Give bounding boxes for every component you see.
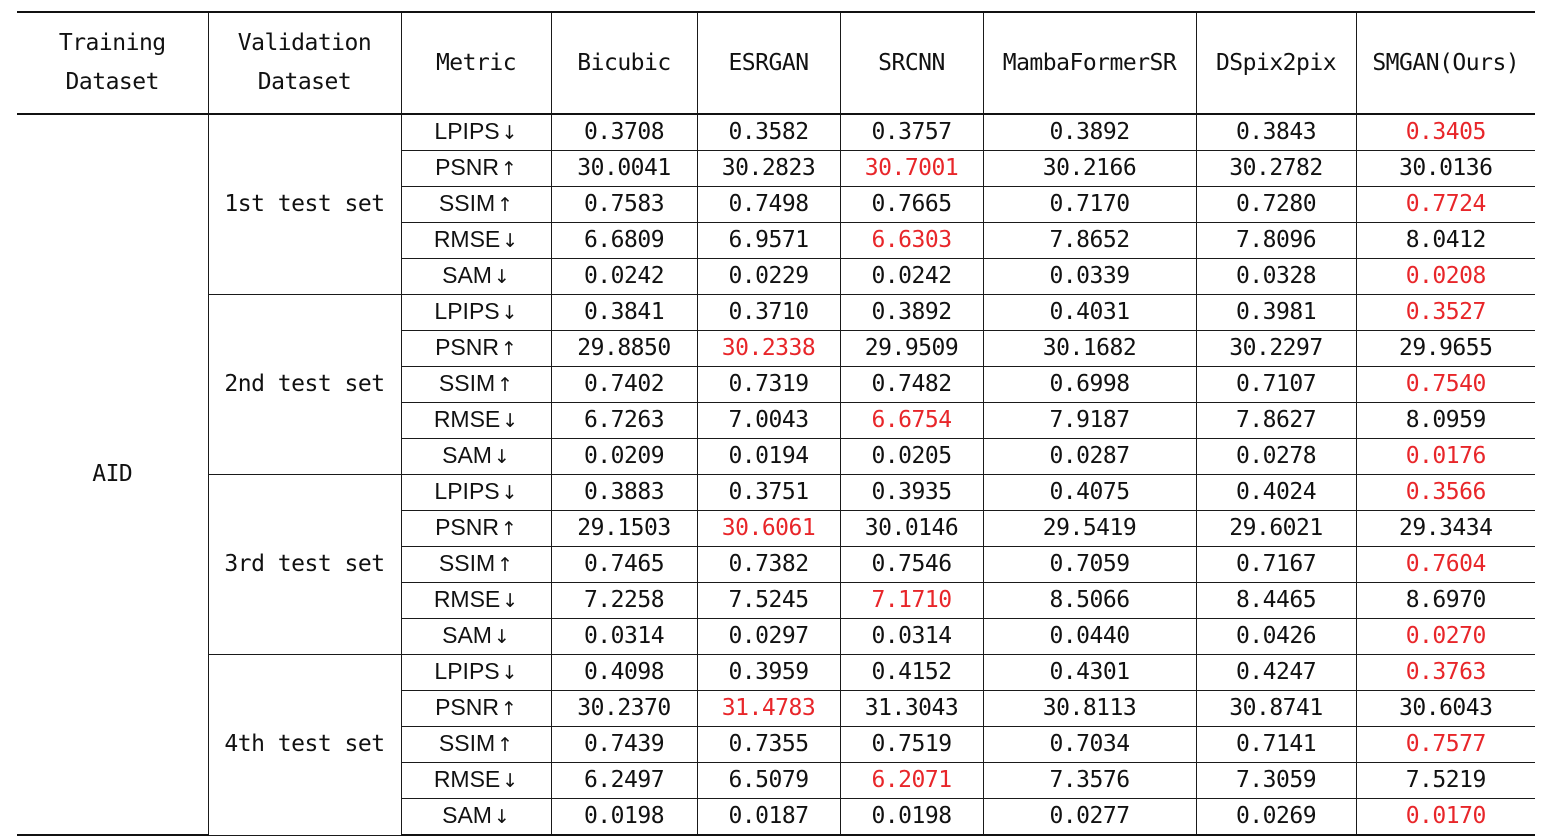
value-cell: 0.0269: [1196, 799, 1356, 836]
value-cell: 0.0242: [551, 259, 697, 295]
value-cell: 0.4075: [983, 475, 1196, 511]
metric-cell: [401, 151, 551, 187]
metric-name: LPIPS: [434, 118, 500, 144]
metric-cell: [401, 439, 551, 475]
validation-dataset-cell: 3rd test set: [208, 475, 401, 655]
value-cell: 0.7439: [551, 727, 697, 763]
header-method-srcnn: SRCNN: [840, 12, 983, 114]
arrow-down-icon: ↓: [502, 770, 519, 792]
value-cell: 7.3059: [1196, 763, 1356, 799]
validation-dataset-cell: 4th test set: [208, 655, 401, 836]
metric-name: LPIPS: [434, 658, 500, 684]
value-cell: 0.6998: [983, 367, 1196, 403]
value-cell: 6.5079: [697, 763, 840, 799]
metric-name: RMSE: [433, 766, 501, 792]
value-cell: 0.0426: [1196, 619, 1356, 655]
value-cell-best: 0.3763: [1356, 655, 1535, 691]
arrow-down-icon: ↓: [493, 626, 510, 648]
value-cell: 0.0205: [840, 439, 983, 475]
value-cell: 0.4152: [840, 655, 983, 691]
value-cell: 0.0328: [1196, 259, 1356, 295]
value-cell: 0.0198: [551, 799, 697, 836]
value-cell: 8.0412: [1356, 223, 1535, 259]
value-cell: 30.8113: [983, 691, 1196, 727]
value-cell: 30.0041: [551, 151, 697, 187]
value-cell: 0.0194: [697, 439, 840, 475]
value-cell: 30.2297: [1196, 331, 1356, 367]
value-cell-best: 0.0176: [1356, 439, 1535, 475]
arrow-down-icon: ↓: [501, 482, 518, 504]
value-cell: 0.7141: [1196, 727, 1356, 763]
value-cell: 0.0229: [697, 259, 840, 295]
value-cell: 0.7519: [840, 727, 983, 763]
metric-name: SSIM: [438, 190, 496, 216]
header-training-dataset: [17, 12, 208, 114]
value-cell: 0.4247: [1196, 655, 1356, 691]
metric-name: LPIPS: [434, 298, 500, 324]
metric-cell: [401, 367, 551, 403]
value-cell: 6.2497: [551, 763, 697, 799]
value-cell: 0.3959: [697, 655, 840, 691]
value-cell: 0.0278: [1196, 439, 1356, 475]
value-cell-best: 0.0208: [1356, 259, 1535, 295]
metric-cell: [401, 619, 551, 655]
arrow-up-icon: ↑: [500, 698, 517, 720]
value-cell: 0.3582: [697, 114, 840, 151]
value-cell: 0.0198: [840, 799, 983, 836]
metric-name: PSNR: [435, 334, 499, 360]
metric-name: RMSE: [433, 586, 501, 612]
value-cell: 0.4098: [551, 655, 697, 691]
header-method-mambaformersr: MambaFormerSR: [983, 12, 1196, 114]
metric-name: PSNR: [435, 154, 499, 180]
value-cell: 0.3710: [697, 295, 840, 331]
metric-cell: [401, 727, 551, 763]
metric-cell: [401, 331, 551, 367]
value-cell-best: 0.3566: [1356, 475, 1535, 511]
metric-cell: [401, 403, 551, 439]
value-cell-best: 0.7604: [1356, 547, 1535, 583]
header-method-bicubic: Bicubic: [551, 12, 697, 114]
metric-cell: [401, 763, 551, 799]
value-cell-best: 0.7577: [1356, 727, 1535, 763]
value-cell: 8.4465: [1196, 583, 1356, 619]
value-cell: 0.7319: [697, 367, 840, 403]
value-cell: 0.3883: [551, 475, 697, 511]
value-cell: 0.4301: [983, 655, 1196, 691]
table-row: [17, 114, 1535, 151]
value-cell: 30.2823: [697, 151, 840, 187]
arrow-up-icon: ↑: [497, 374, 514, 396]
value-cell: 30.1682: [983, 331, 1196, 367]
value-cell: 29.1503: [551, 511, 697, 547]
value-cell: 30.6043: [1356, 691, 1535, 727]
value-cell: 7.3576: [983, 763, 1196, 799]
value-cell: 0.3841: [551, 295, 697, 331]
metric-cell: [401, 799, 551, 836]
metric-cell: [401, 691, 551, 727]
value-cell: 0.7498: [697, 187, 840, 223]
value-cell: 0.7280: [1196, 187, 1356, 223]
value-cell: 6.6809: [551, 223, 697, 259]
value-cell: 0.7482: [840, 367, 983, 403]
header-validation-dataset: [208, 12, 401, 114]
value-cell: 0.3935: [840, 475, 983, 511]
value-cell: 0.0287: [983, 439, 1196, 475]
value-cell: 0.7170: [983, 187, 1196, 223]
metric-name: SAM: [442, 622, 492, 648]
value-cell: 7.8096: [1196, 223, 1356, 259]
value-cell: 29.6021: [1196, 511, 1356, 547]
value-cell: 7.8627: [1196, 403, 1356, 439]
metric-name: PSNR: [435, 514, 499, 540]
value-cell: 7.2258: [551, 583, 697, 619]
metric-cell: [401, 187, 551, 223]
value-cell: 0.3708: [551, 114, 697, 151]
metric-cell: [401, 223, 551, 259]
metric-name: SAM: [442, 442, 492, 468]
value-cell: 0.7059: [983, 547, 1196, 583]
header-method-dspix2pix: DSpix2pix: [1196, 12, 1356, 114]
header-method-esrgan: ESRGAN: [697, 12, 840, 114]
value-cell: 0.0314: [551, 619, 697, 655]
value-cell: 0.7583: [551, 187, 697, 223]
value-cell: 0.7665: [840, 187, 983, 223]
value-cell-best: 7.1710: [840, 583, 983, 619]
training-dataset-cell: AID: [17, 114, 208, 835]
metric-cell: [401, 511, 551, 547]
metric-cell: [401, 259, 551, 295]
value-cell: 29.9655: [1356, 331, 1535, 367]
value-cell: 0.0314: [840, 619, 983, 655]
metric-name: PSNR: [435, 694, 499, 720]
value-cell: 0.7107: [1196, 367, 1356, 403]
value-cell: 0.0209: [551, 439, 697, 475]
header-metric: Metric: [401, 12, 551, 114]
value-cell: 0.7465: [551, 547, 697, 583]
value-cell: 0.7382: [697, 547, 840, 583]
arrow-up-icon: ↑: [500, 338, 517, 360]
arrow-up-icon: ↑: [497, 734, 514, 756]
value-cell-best: 6.6303: [840, 223, 983, 259]
value-cell: 0.0277: [983, 799, 1196, 836]
value-cell-best: 30.2338: [697, 331, 840, 367]
metric-name: SAM: [442, 802, 492, 828]
value-cell: 30.0146: [840, 511, 983, 547]
value-cell: 0.7034: [983, 727, 1196, 763]
value-cell: 31.3043: [840, 691, 983, 727]
header-training-dataset-line-1: Training: [58, 30, 166, 56]
arrow-up-icon: ↑: [500, 158, 517, 180]
arrow-up-icon: ↑: [500, 518, 517, 540]
metric-cell: [401, 295, 551, 331]
table-row: [17, 655, 1535, 691]
value-cell: 0.3843: [1196, 114, 1356, 151]
value-cell: 0.0339: [983, 259, 1196, 295]
table-body: [17, 114, 1535, 835]
value-cell: 29.9509: [840, 331, 983, 367]
value-cell-best: 0.0270: [1356, 619, 1535, 655]
value-cell: 0.3892: [983, 114, 1196, 151]
value-cell: 30.8741: [1196, 691, 1356, 727]
value-cell-best: 30.7001: [840, 151, 983, 187]
value-cell: 0.3751: [697, 475, 840, 511]
value-cell: 29.8850: [551, 331, 697, 367]
value-cell: 0.3981: [1196, 295, 1356, 331]
value-cell-best: 6.2071: [840, 763, 983, 799]
value-cell: 7.0043: [697, 403, 840, 439]
value-cell-best: 0.7724: [1356, 187, 1535, 223]
value-cell: 7.5219: [1356, 763, 1535, 799]
table-header: [17, 12, 1535, 114]
metric-name: SSIM: [438, 550, 496, 576]
value-cell: 0.0187: [697, 799, 840, 836]
arrow-down-icon: ↓: [502, 410, 519, 432]
results-table: [17, 11, 1535, 836]
value-cell: 29.3434: [1356, 511, 1535, 547]
value-cell: 30.0136: [1356, 151, 1535, 187]
value-cell: 0.0242: [840, 259, 983, 295]
value-cell: 0.0440: [983, 619, 1196, 655]
metric-cell: [401, 655, 551, 691]
metric-name: RMSE: [433, 226, 501, 252]
metric-cell: [401, 583, 551, 619]
value-cell-best: 0.7540: [1356, 367, 1535, 403]
value-cell: 0.7402: [551, 367, 697, 403]
value-cell: 6.7263: [551, 403, 697, 439]
value-cell-best: 0.0170: [1356, 799, 1535, 836]
value-cell: 6.9571: [697, 223, 840, 259]
value-cell: 0.4031: [983, 295, 1196, 331]
validation-dataset-cell: 1st test set: [208, 114, 401, 295]
arrow-down-icon: ↓: [493, 446, 510, 468]
metric-name: SAM: [442, 262, 492, 288]
metric-name: LPIPS: [434, 478, 500, 504]
value-cell: 0.7546: [840, 547, 983, 583]
value-cell: 7.9187: [983, 403, 1196, 439]
arrow-down-icon: ↓: [493, 806, 510, 828]
value-cell-best: 30.6061: [697, 511, 840, 547]
value-cell: 0.4024: [1196, 475, 1356, 511]
value-cell: 8.6970: [1356, 583, 1535, 619]
value-cell: 30.2370: [551, 691, 697, 727]
value-cell: 0.0297: [697, 619, 840, 655]
arrow-down-icon: ↓: [501, 662, 518, 684]
value-cell: 0.3892: [840, 295, 983, 331]
value-cell: 7.5245: [697, 583, 840, 619]
value-cell-best: 6.6754: [840, 403, 983, 439]
value-cell: 0.7167: [1196, 547, 1356, 583]
metric-cell: [401, 114, 551, 151]
value-cell: 30.2782: [1196, 151, 1356, 187]
arrow-down-icon: ↓: [502, 230, 519, 252]
metric-name: RMSE: [433, 406, 501, 432]
value-cell-best: 0.3405: [1356, 114, 1535, 151]
header-row: [17, 12, 1535, 114]
arrow-down-icon: ↓: [501, 302, 518, 324]
value-cell-best: 0.3527: [1356, 295, 1535, 331]
value-cell: 0.7355: [697, 727, 840, 763]
value-cell: 8.0959: [1356, 403, 1535, 439]
header-training-dataset-line-2: Dataset: [65, 69, 159, 95]
value-cell: 0.3757: [840, 114, 983, 151]
table-row: [17, 295, 1535, 331]
validation-dataset-cell: 2nd test set: [208, 295, 401, 475]
metric-name: SSIM: [438, 730, 496, 756]
header-validation-dataset-line-1: Validation: [237, 30, 372, 56]
arrow-up-icon: ↑: [497, 554, 514, 576]
value-cell: 8.5066: [983, 583, 1196, 619]
arrow-down-icon: ↓: [493, 266, 510, 288]
metric-cell: [401, 475, 551, 511]
header-validation-dataset-line-2: Dataset: [257, 69, 352, 95]
arrow-down-icon: ↓: [502, 590, 519, 612]
table-row: [17, 475, 1535, 511]
header-method-smgan: SMGAN(Ours): [1356, 12, 1535, 114]
value-cell: 30.2166: [983, 151, 1196, 187]
value-cell: 7.8652: [983, 223, 1196, 259]
value-cell: 29.5419: [983, 511, 1196, 547]
value-cell-best: 31.4783: [697, 691, 840, 727]
metric-cell: [401, 547, 551, 583]
metric-name: SSIM: [438, 370, 496, 396]
arrow-up-icon: ↑: [497, 194, 514, 216]
arrow-down-icon: ↓: [501, 122, 518, 144]
